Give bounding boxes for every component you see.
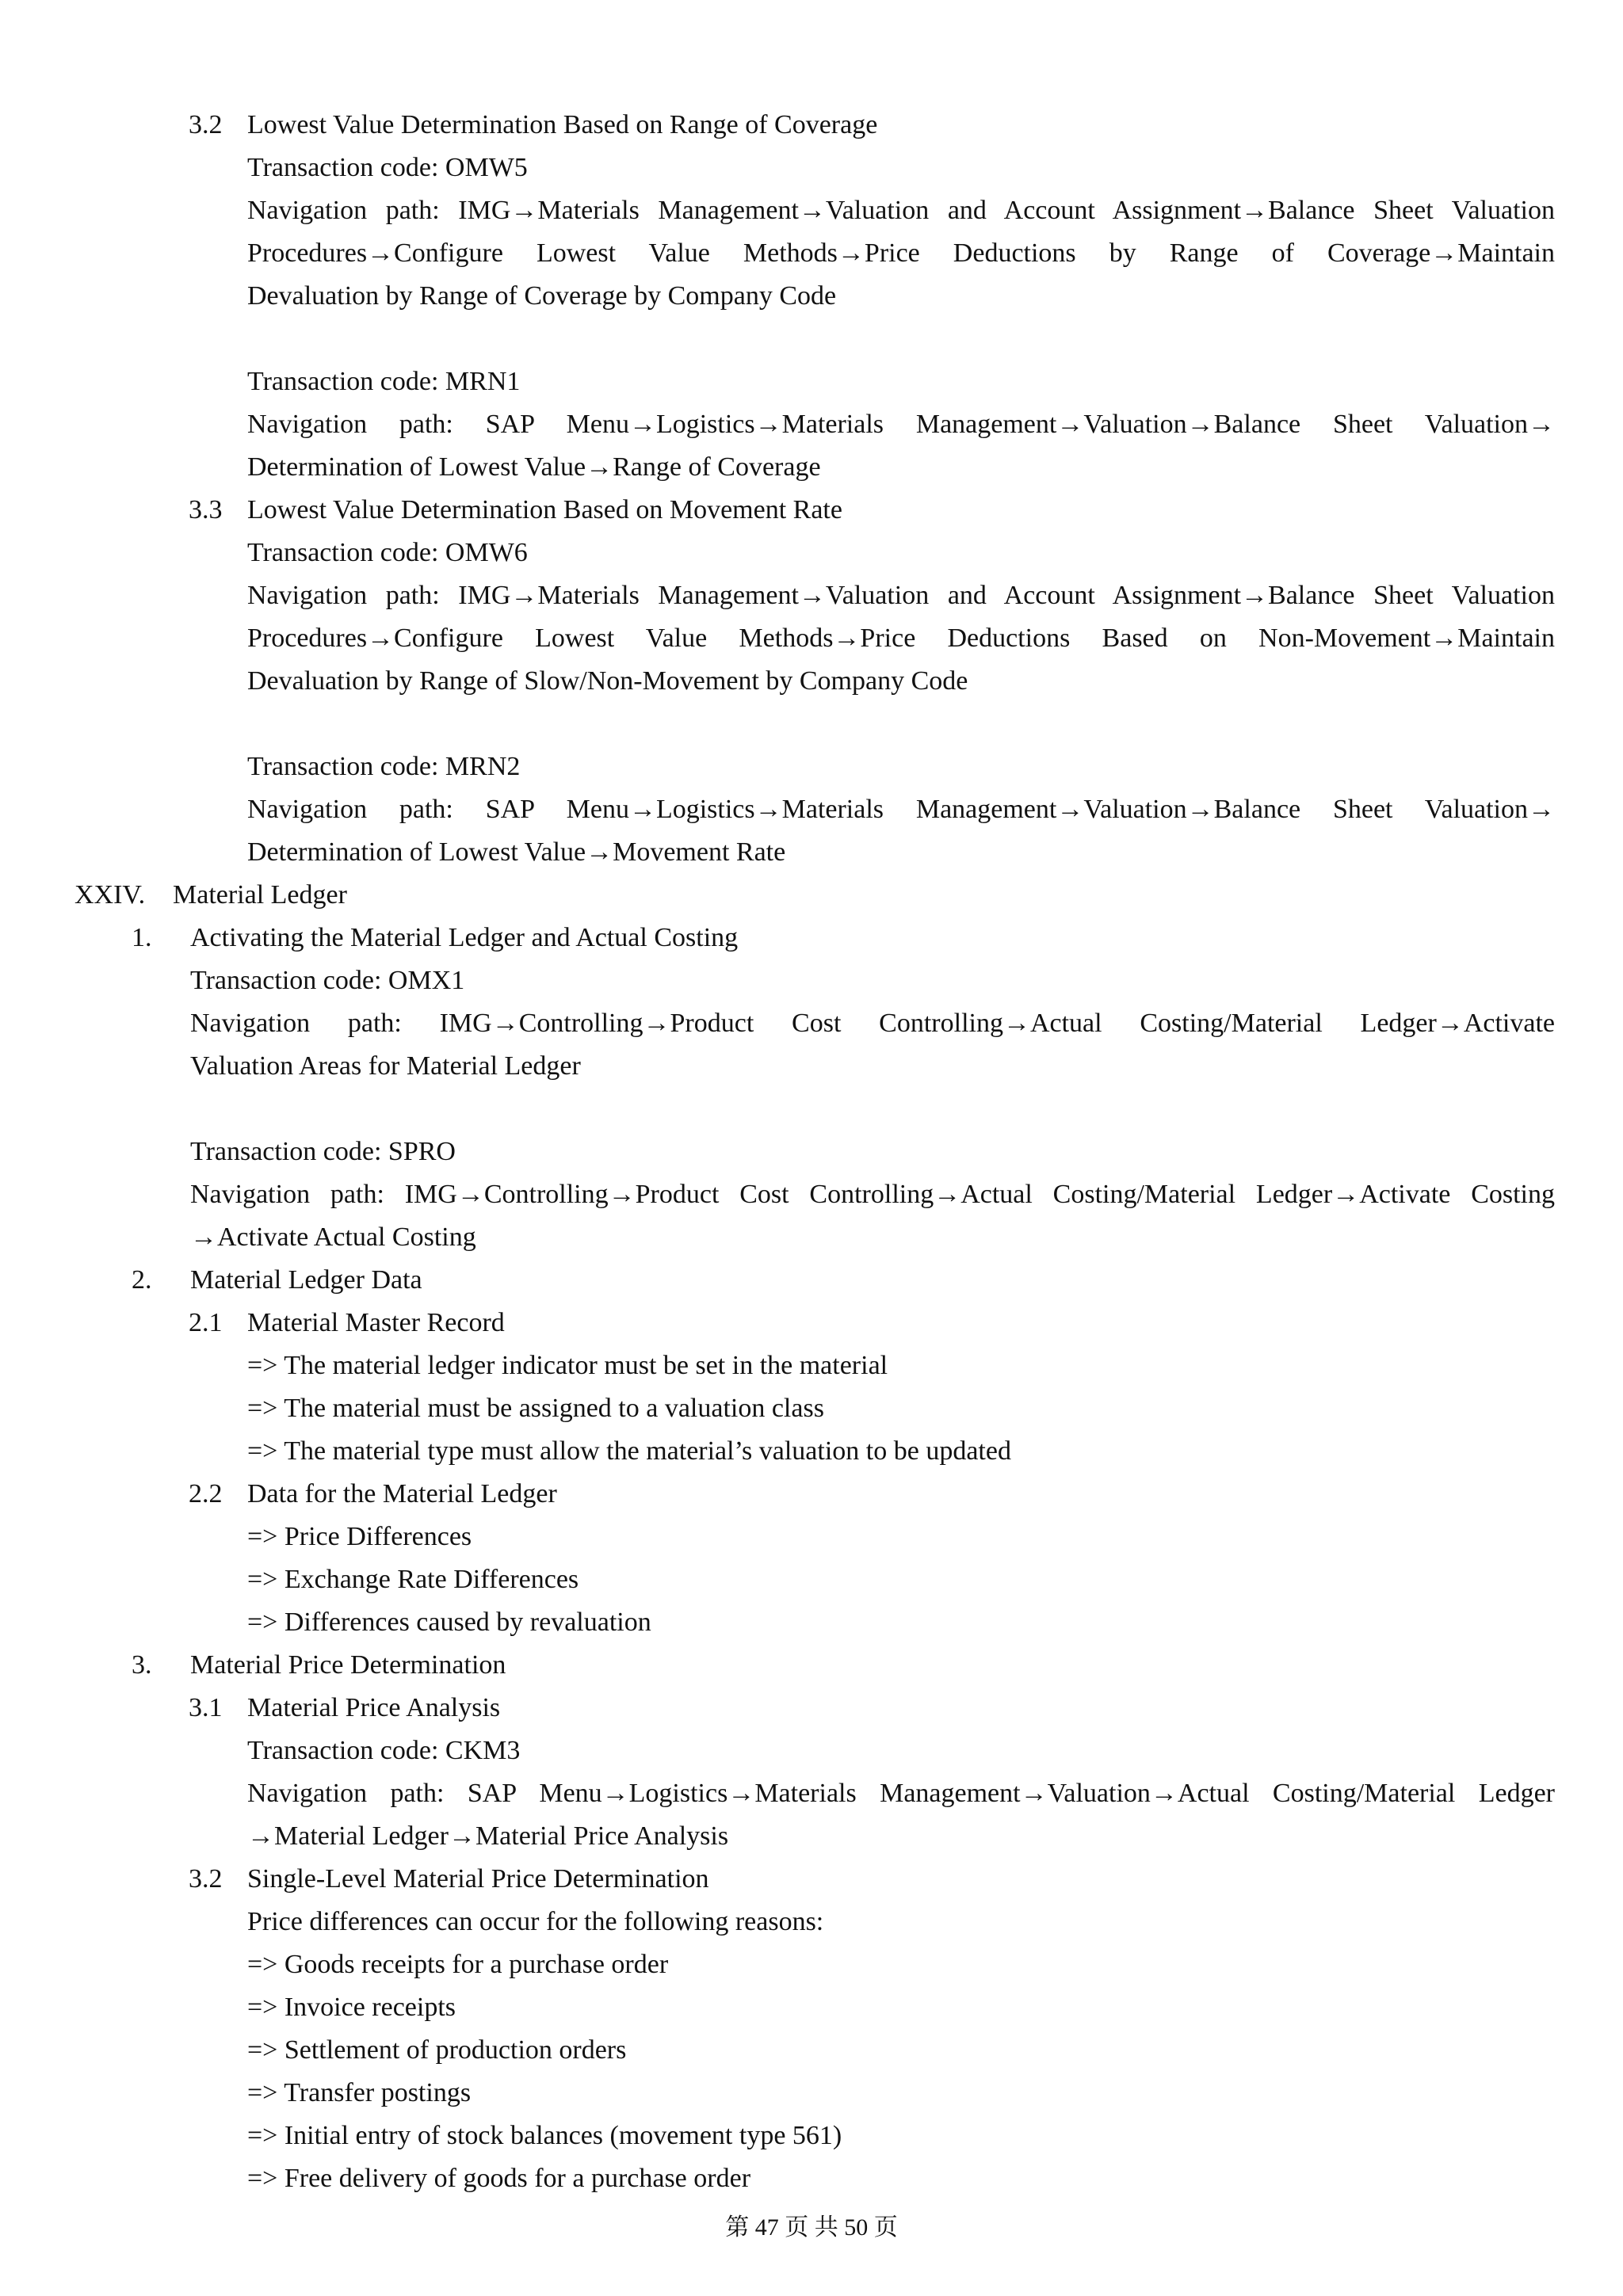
navigation-path: Valuation Areas for Material Ledger bbox=[190, 1051, 581, 1081]
list-item: => The material type must allow the material’s valuation to be updated bbox=[247, 1436, 1011, 1466]
navigation-path: Devaluation by Range of Coverage by Company Code bbox=[247, 281, 837, 311]
navigation-path: Navigation path: SAP Menu→Logistics→Materials Management→Valuation→Actual Costing/Material Ledger bbox=[247, 1779, 1555, 1808]
list-item: => Transfer postings bbox=[247, 2078, 472, 2107]
subsection-number: 3.1 bbox=[189, 1693, 223, 1722]
subsection-title: Material Price Analysis bbox=[247, 1693, 501, 1722]
transaction-code: Transaction code: MRN2 bbox=[247, 752, 521, 781]
section-title: Lowest Value Determination Based on Movement Rate bbox=[247, 495, 842, 524]
section-number: 3. bbox=[132, 1650, 152, 1680]
section-title: Material Price Determination bbox=[190, 1650, 506, 1680]
list-item: => Differences caused by revaluation bbox=[247, 1608, 651, 1637]
section-number: 2. bbox=[132, 1265, 152, 1295]
transaction-code: Transaction code: OMX1 bbox=[190, 966, 465, 995]
list-item: => Invoice receipts bbox=[247, 1993, 456, 2022]
list-item: => The material must be assigned to a valuation class bbox=[247, 1394, 824, 1423]
subsection-number: 2.2 bbox=[189, 1479, 223, 1508]
list-item: => Price Differences bbox=[247, 1522, 472, 1551]
transaction-code: Transaction code: SPRO bbox=[190, 1137, 456, 1166]
navigation-path: Determination of Lowest Value→Movement Rate bbox=[247, 837, 786, 867]
navigation-path: →Material Ledger→Material Price Analysis bbox=[247, 1821, 729, 1851]
navigation-path: →Activate Actual Costing bbox=[190, 1222, 476, 1252]
navigation-path: Determination of Lowest Value→Range of Coverage bbox=[247, 452, 821, 482]
navigation-path: Procedures→Configure Lowest Value Methods→Price Deductions by Range of Coverage→Maintain bbox=[247, 238, 1555, 268]
subsection-title: Single-Level Material Price Determination bbox=[247, 1864, 709, 1894]
section-title: Activating the Material Ledger and Actual Costing bbox=[190, 923, 739, 952]
transaction-code: Transaction code: OMW6 bbox=[247, 538, 528, 567]
transaction-code: Transaction code: MRN1 bbox=[247, 367, 521, 396]
section-number: 3.2 bbox=[189, 110, 223, 139]
chapter-number: XXIV. bbox=[74, 880, 146, 910]
section-number: 3.3 bbox=[189, 495, 223, 524]
navigation-path: Procedures→Configure Lowest Value Methods→Price Deductions Based on Non-Movement→Maintain bbox=[247, 624, 1555, 653]
section-title: Lowest Value Determination Based on Range of Coverage bbox=[247, 110, 878, 139]
subsection-number: 3.2 bbox=[189, 1864, 223, 1894]
transaction-code: Transaction code: CKM3 bbox=[247, 1736, 521, 1765]
navigation-path: Navigation path: IMG→Materials Management→Valuation and Account Assignment→Balance Sheet Valuation bbox=[247, 581, 1555, 610]
navigation-path: Navigation path: SAP Menu→Logistics→Materials Management→Valuation→Balance Sheet Valuation→ bbox=[247, 410, 1555, 439]
navigation-path: Navigation path: IMG→Materials Management→Valuation and Account Assignment→Balance Sheet Valuation bbox=[247, 196, 1555, 225]
list-item: => Exchange Rate Differences bbox=[247, 1565, 579, 1594]
navigation-path: Navigation path: IMG→Controlling→Product Cost Controlling→Actual Costing/Material Ledger→Activate Costing bbox=[190, 1180, 1555, 1209]
section-number: 1. bbox=[132, 923, 152, 952]
transaction-code: Transaction code: OMW5 bbox=[247, 153, 528, 182]
section-title: Material Ledger Data bbox=[190, 1265, 422, 1295]
navigation-path: Navigation path: IMG→Controlling→Product Cost Controlling→Actual Costing/Material Ledger→Activate bbox=[190, 1009, 1555, 1038]
list-item: => The material ledger indicator must be set in the material bbox=[247, 1351, 888, 1380]
chapter-title: Material Ledger bbox=[173, 880, 347, 910]
subsection-title: Data for the Material Ledger bbox=[247, 1479, 557, 1508]
list-item: => Settlement of production orders bbox=[247, 2035, 627, 2065]
subsection-number: 2.1 bbox=[189, 1308, 223, 1337]
navigation-path: Devaluation by Range of Slow/Non-Movement by Company Code bbox=[247, 666, 968, 696]
list-item: => Goods receipts for a purchase order bbox=[247, 1950, 669, 1979]
subsection-title: Material Master Record bbox=[247, 1308, 505, 1337]
page-footer: 第 47 页 共 50 页 bbox=[725, 2214, 898, 2241]
list-item: => Initial entry of stock balances (movement type 561) bbox=[247, 2121, 842, 2150]
paragraph: Price differences can occur for the following reasons: bbox=[247, 1907, 824, 1936]
list-item: => Free delivery of goods for a purchase order bbox=[247, 2164, 751, 2193]
navigation-path: Navigation path: SAP Menu→Logistics→Materials Management→Valuation→Balance Sheet Valuation→ bbox=[247, 795, 1555, 824]
